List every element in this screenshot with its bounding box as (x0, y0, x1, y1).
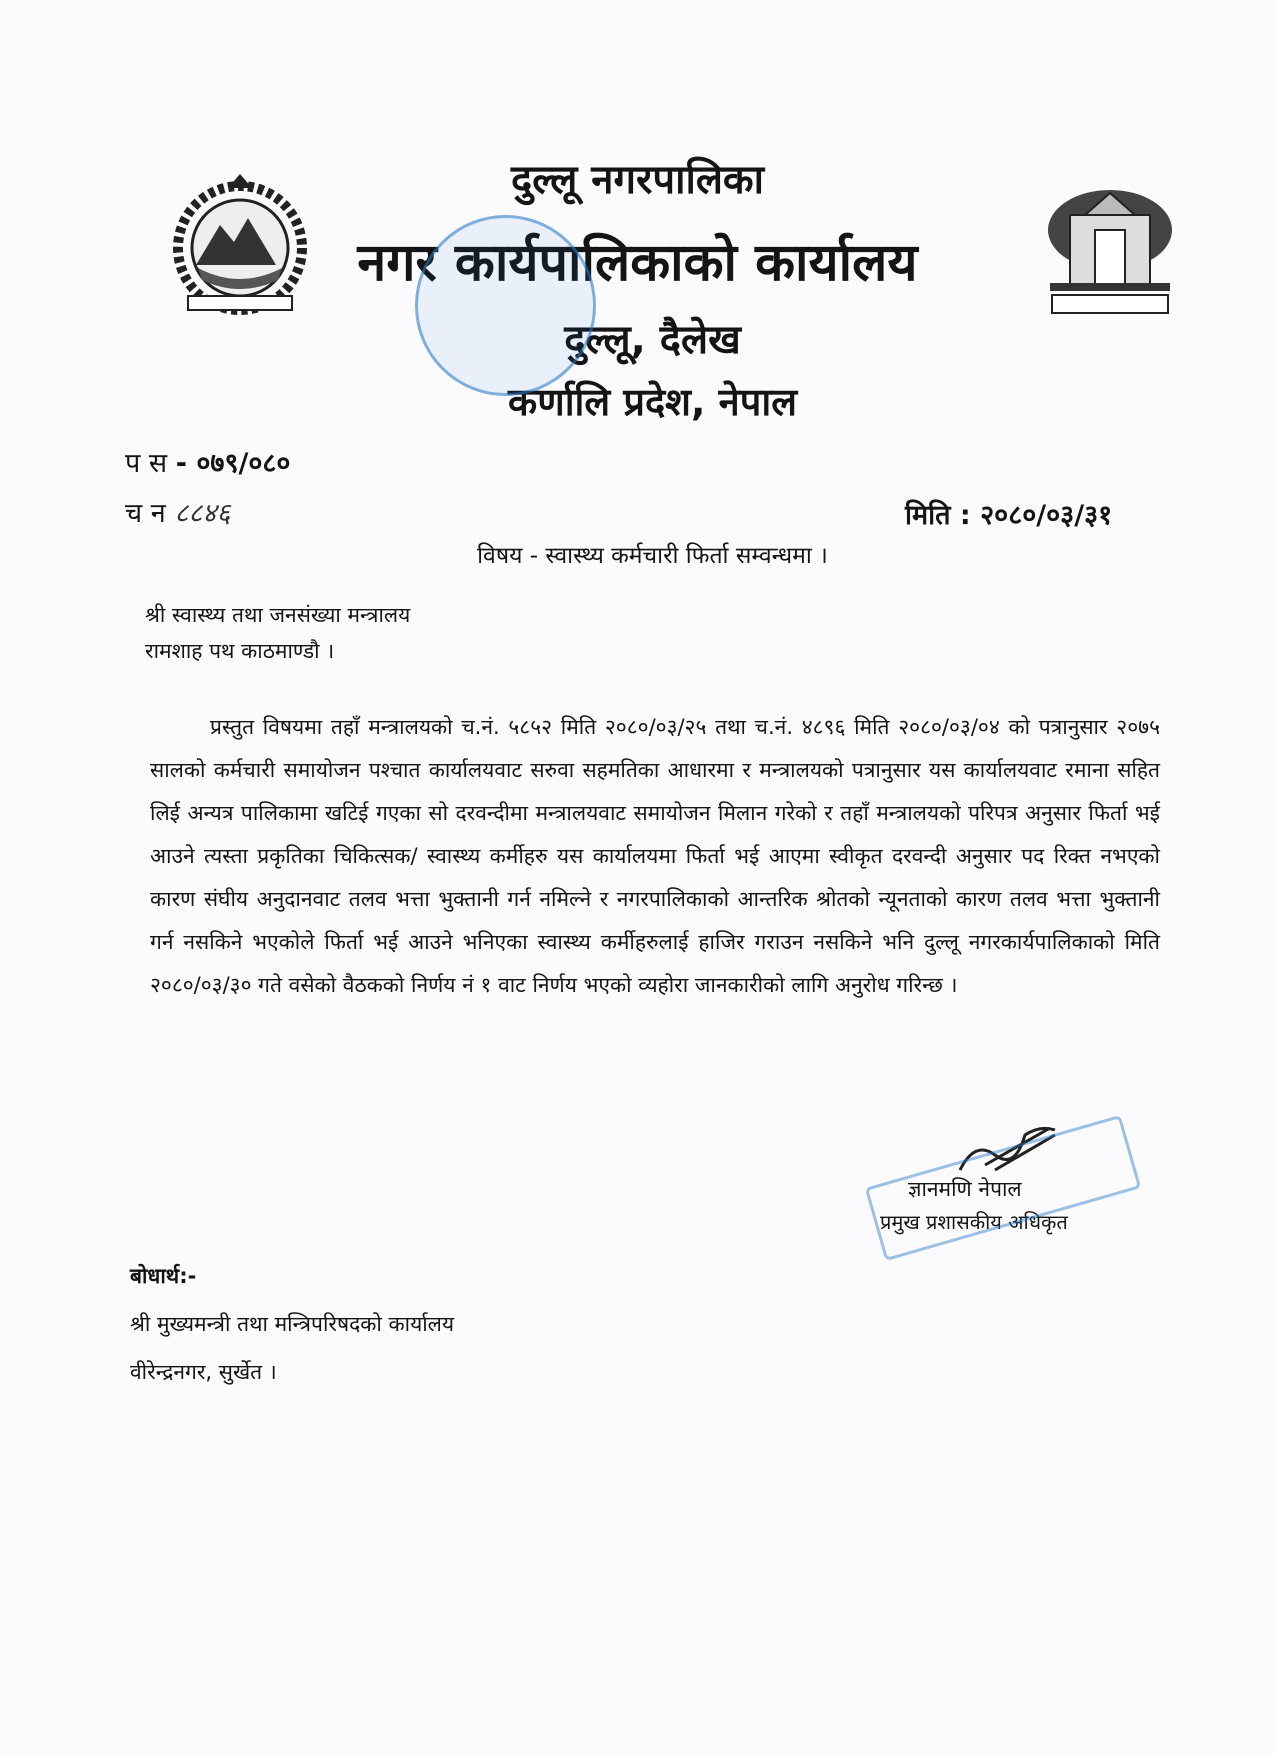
addressee-line-1: श्री स्वास्थ्य तथा जनसंख्या मन्त्रालय (145, 603, 411, 627)
cc-line-1: श्री मुख्यमन्त्री तथा मन्त्रिपरिषदको कार्यालय (130, 1312, 455, 1336)
ps-label: प स (125, 448, 168, 479)
cc-label: बोधार्थ:- (130, 1264, 197, 1288)
addressee-line-2: रामशाह पथ काठमाण्डौ । (145, 639, 335, 663)
ps-reference (125, 443, 290, 480)
office-stamp (415, 215, 596, 396)
letter-body: प्रस्तुत विषयमा तहाँ मन्त्रालयको च.नं. ५८५२ मिति २०८०/०३/२५ तथा च.नं. ४८९६ मिति २०८०/०३/०४ को पत्रानुसार २०७५ सालको कर्मचारी समायोजन पश्चात कार्यालयवाट सरुवा सहमतिका आधारमा र मन्त्रालयको पत्रानुसार यस कार्यालयवाट रमाना सहित लिई अन्यत्र पालिकामा खटिई गएका सो दरवन्दीमा मन्त्रालयवाट समायोजन मिलान गरेको र तहाँ मन्त्रालयको परिपत्र अनुसार फिर्ता भई आउने त्यस्ता प्रकृतिका चिकित्सक/ स्वास्थ्य कर्मीहरु यस कार्यालयमा फिर्ता भई आएमा स्वीकृत दरवन्दी अनुसार पद रिक्त नभएको कारण संघीय अनुदानवाट तलव भत्ता भुक्तानी गर्न नमिल्ने र नगरपालिकाको आन्तरिक श्रोतको न्यूनताको कारण तलव भत्ता भुक्तानी गर्न नसकिने भएकोले फिर्ता भई आउने भनिएका स्वास्थ्य कर्मीहरुलाई हाजिर गराउन नसकिने भनि दुल्लू नगरकार्यपालिकाको मिति २०८०/०३/३० गते वसेको वैठकको निर्णय नं १ वाट निर्णय भएको व्यहोरा जानकारीको लागि अनुरोध गरिन्छ । (150, 715, 1160, 997)
header-province: कर्णालि प्रदेश, नेपाल (508, 380, 797, 424)
ps-value: - ०७९/०८० (175, 448, 291, 479)
header-location: दुल्लू, दैलेख (564, 317, 741, 363)
cn-value: ८८४६ (174, 498, 231, 529)
header-municipality-name: दुल्लू नगरपालिका (510, 157, 765, 203)
cn-reference (125, 493, 230, 530)
signatory-name: ज्ञानमणि नेपाल (908, 1177, 1022, 1201)
cn-label: च न (125, 498, 166, 529)
letter-date: मिति : २०८०/०३/३१ (905, 500, 1113, 531)
header-office-name: नगर कार्यपालिकाको कार्यालय (357, 233, 918, 293)
signatory-title: प्रमुख प्रशासकीय अधिकृत (880, 1210, 1068, 1234)
cc-line-2: वीरेन्द्रनगर, सुर्खेत । (130, 1360, 277, 1384)
letter-subject: विषय - स्वास्थ्य कर्मचारी फिर्ता सम्वन्धमा । (477, 543, 828, 569)
